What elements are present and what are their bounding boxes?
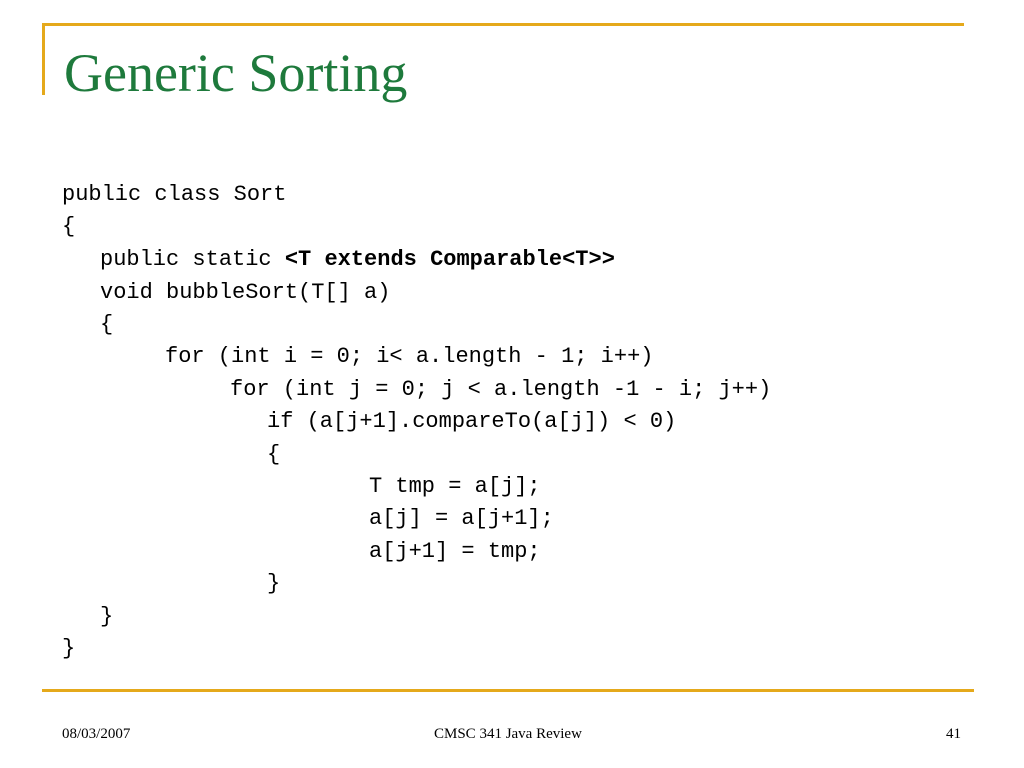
footer-course: CMSC 341 Java Review	[434, 726, 582, 742]
footer-date: 08/03/2007	[62, 726, 131, 742]
code-line-4: void bubbleSort(T[] a)	[100, 280, 391, 305]
slide-title: Generic Sorting	[64, 43, 408, 103]
footer-rule	[42, 689, 974, 692]
code-line-3-text: public static	[100, 247, 285, 272]
code-line-9: {	[267, 442, 281, 467]
footer-page-number: 41	[946, 726, 961, 742]
code-line-10: T tmp = a[j];	[369, 474, 541, 499]
code-line-13: }	[267, 571, 281, 596]
code-line-2: {	[62, 214, 76, 239]
generic-type-bound: <T extends Comparable<T>>	[284, 247, 615, 272]
code-line-7: for (int j = 0; j < a.length -1 - i; j++)	[230, 377, 772, 402]
left-accent-rule	[42, 23, 45, 95]
top-accent-rule	[42, 23, 964, 26]
code-line-3	[100, 245, 615, 275]
code-line-12: a[j+1] = tmp;	[369, 539, 541, 564]
code-line-8: if (a[j+1].compareTo(a[j]) < 0)	[267, 409, 677, 434]
code-line-15: }	[62, 636, 76, 661]
code-line-6: for (int i = 0; i< a.length - 1; i++)	[165, 344, 654, 369]
code-line-14: }	[100, 604, 114, 629]
code-line-11: a[j] = a[j+1];	[369, 506, 554, 531]
code-line-1: public class Sort	[62, 182, 287, 207]
code-line-5: {	[100, 312, 114, 337]
